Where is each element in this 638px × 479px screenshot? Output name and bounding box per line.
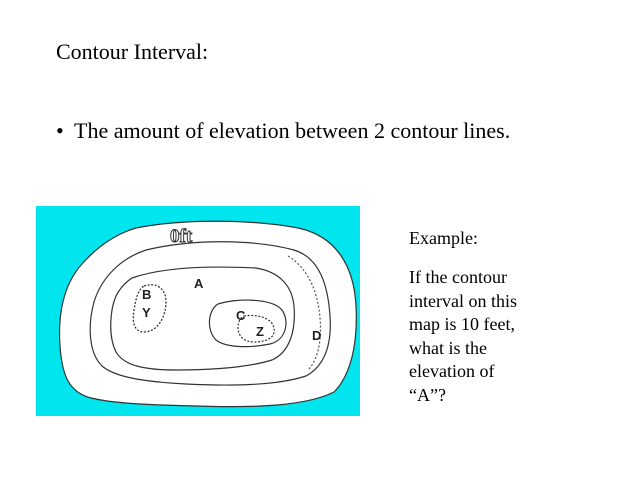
example-line: interval on this (409, 290, 517, 311)
example-line: map is 10 feet, (409, 314, 515, 334)
point-label-b: B (142, 287, 152, 302)
example-line: “A”? (409, 384, 446, 405)
slide-title: Contour Interval: (56, 39, 209, 64)
point-label-y: Y (142, 305, 151, 320)
point-label-d: D (312, 328, 322, 343)
sea-level-contour (60, 221, 357, 406)
contour-map (36, 206, 360, 416)
example-heading: Example: (409, 228, 478, 248)
bullet-text: The amount of elevation between 2 contour lines. (74, 118, 511, 143)
example-line: If the contour (409, 267, 507, 287)
example-question (409, 266, 579, 407)
sea-level-label: 0ft (170, 226, 193, 247)
point-label-c: C (236, 308, 246, 323)
point-label-z: Z (256, 324, 264, 339)
bullet-icon: • (56, 118, 64, 143)
contour-map-svg (36, 206, 360, 416)
example-line: what is the (409, 337, 487, 358)
example-line: elevation of (409, 361, 495, 381)
point-label-a: A (194, 276, 204, 291)
